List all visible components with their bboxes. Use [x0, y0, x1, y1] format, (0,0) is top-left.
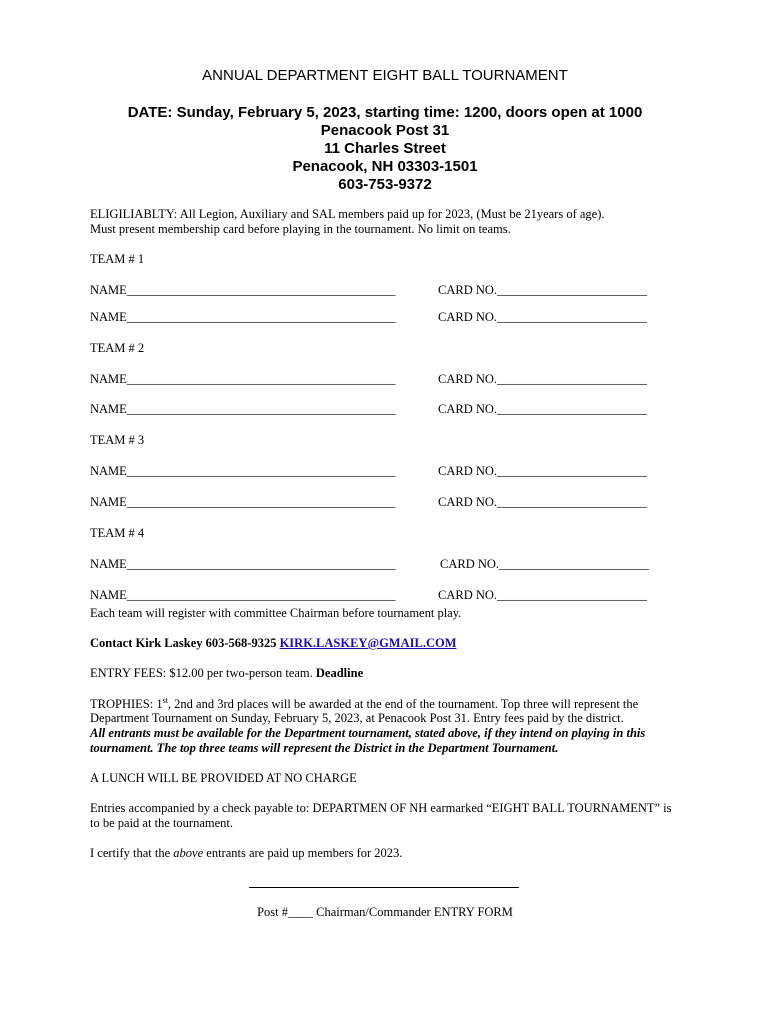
team-4-name-field-2[interactable]: NAME___________________________________________: [90, 588, 396, 602]
eligibility-line-2: Must present membership card before playing in the tournament. No limit on teams.: [90, 222, 511, 236]
team-1-name-field-1[interactable]: NAME___________________________________________: [90, 283, 396, 297]
team-1-card-field-1[interactable]: CARD NO.________________________: [438, 283, 648, 297]
team-1-name-field-2[interactable]: NAME___________________________________________: [90, 310, 396, 324]
team-2-name-field-1[interactable]: NAME___________________________________________: [90, 372, 396, 386]
contact-line: [90, 636, 457, 651]
team-1-label: TEAM # 1: [90, 252, 145, 266]
certify-line: [90, 846, 402, 861]
entry-fees-deadline: Deadline: [315, 666, 364, 680]
document-title: ANNUAL DEPARTMENT EIGHT BALL TOURNAMENT: [202, 67, 568, 84]
certify-emphasis: above: [173, 846, 204, 860]
entries-line-2: to be paid at the tournament.: [90, 816, 234, 830]
team-2-card-field-1[interactable]: CARD NO.________________________: [438, 372, 648, 386]
trophies-sup: st: [162, 696, 168, 705]
event-date-line: DATE: Sunday, February 5, 2023, starting time: 1200, doors open at 1000: [127, 104, 643, 121]
trophies-line-1: [90, 696, 638, 712]
event-street: 11 Charles Street: [324, 140, 446, 157]
team-2-label: TEAM # 2: [90, 341, 145, 355]
trophies-line-1-rest: , 2nd and 3rd places will be awarded at the end of the tournament. Top three will represent the: [167, 697, 639, 712]
team-3-card-field-2[interactable]: CARD NO.________________________: [438, 495, 648, 509]
eligibility-line-1: ELIGILIABLTY: All Legion, Auxiliary and SAL members paid up for 2023, (Must be 21years of age).: [90, 207, 605, 221]
team-2-card-field-2[interactable]: CARD NO.________________________: [438, 402, 648, 416]
trophies-line-3: All entrants must be available for the Department tournament, stated above, if they intend on playing in this: [90, 726, 646, 740]
entries-line-1: Entries accompanied by a check payable to: DEPARTMEN OF NH earmarked “EIGHT BALL TOURNAMENT” is: [90, 801, 672, 815]
lunch-notice: A LUNCH WILL BE PROVIDED AT NO CHARGE: [90, 771, 357, 785]
footer-entry-form: Post #____ Chairman/Commander ENTRY FORM: [257, 905, 513, 919]
event-location: Penacook Post 31: [320, 122, 450, 139]
certify-pre: I certify that the: [90, 846, 171, 860]
team-3-name-field-1[interactable]: NAME___________________________________________: [90, 464, 396, 478]
contact-label: Contact Kirk Laskey 603-568-9325: [90, 636, 277, 650]
team-3-card-field-1[interactable]: CARD NO.________________________: [438, 464, 648, 478]
contact-email-link[interactable]: KIRK.LASKEY@GMAIL.COM: [279, 636, 457, 650]
team-4-card-field-2[interactable]: CARD NO.________________________: [438, 588, 648, 602]
team-2-name-field-2[interactable]: NAME___________________________________________: [90, 402, 396, 416]
trophies-prefix: TROPHIES: 1: [90, 697, 163, 712]
trophies-line-2: Department Tournament on Sunday, February 5, 2023, at Penacook Post 31. Entry fees paid by the district.: [90, 711, 624, 725]
team-4-card-field-1[interactable]: CARD NO.________________________: [440, 557, 650, 571]
entry-fees-text: ENTRY FEES: $12.00 per two-person team.: [90, 666, 313, 680]
team-4-label: TEAM # 4: [90, 526, 145, 540]
event-city: Penacook, NH 03303-1501: [292, 158, 478, 175]
team-3-label: TEAM # 3: [90, 433, 145, 447]
team-1-card-field-2[interactable]: CARD NO.________________________: [438, 310, 648, 324]
event-phone: 603-753-9372: [338, 176, 432, 193]
trophies-line-4: tournament. The top three teams will represent the District in the Department Tournament.: [90, 741, 559, 755]
certify-post: entrants are paid up members for 2023.: [206, 846, 403, 860]
signature-line[interactable]: [249, 887, 519, 888]
team-3-name-field-2[interactable]: NAME___________________________________________: [90, 495, 396, 509]
register-note: Each team will register with committee Chairman before tournament play.: [90, 606, 462, 620]
entry-fees-line: [90, 666, 363, 681]
team-4-name-field-1[interactable]: NAME___________________________________________: [90, 557, 396, 571]
